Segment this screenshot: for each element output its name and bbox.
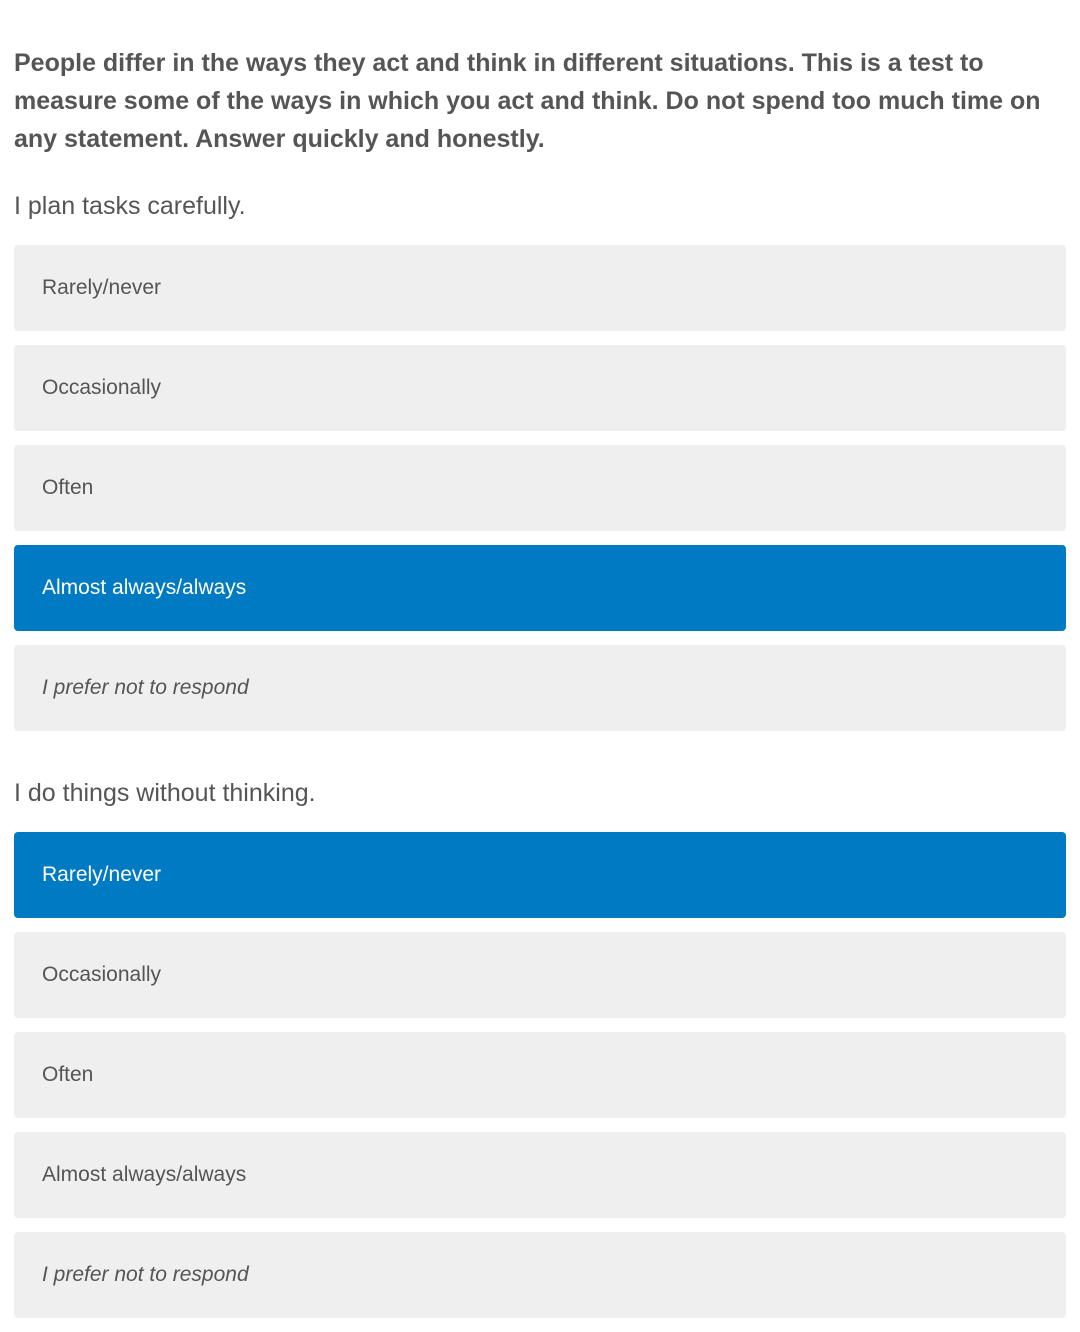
question-2-options (14, 832, 1066, 1318)
question-1-text: I plan tasks carefully. (14, 192, 246, 220)
q1-option-occasionally[interactable]: Occasionally (14, 345, 1066, 431)
instructions-text: People differ in the ways they act and think in different situations. This is a test to measure some of the ways in which you act and think. Do not spend too much time on any statement. Answer quickly and honestly. (14, 49, 1041, 153)
survey-page (14, 0, 1066, 1332)
question-1-options (14, 245, 1066, 731)
q1-option-almost-always[interactable]: Almost always/always (14, 545, 1066, 631)
q2-option-often[interactable]: Often (14, 1032, 1066, 1118)
question-2-text: I do things without thinking. (14, 779, 316, 807)
q2-option-prefer-not-to-respond[interactable]: I prefer not to respond (14, 1232, 1066, 1318)
q1-option-prefer-not-to-respond[interactable]: I prefer not to respond (14, 645, 1066, 731)
q2-option-rarely-never[interactable]: Rarely/never (14, 832, 1066, 918)
q1-option-rarely-never[interactable]: Rarely/never (14, 245, 1066, 331)
q2-option-occasionally[interactable]: Occasionally (14, 932, 1066, 1018)
q2-option-almost-always[interactable]: Almost always/always (14, 1132, 1066, 1218)
q1-option-often[interactable]: Often (14, 445, 1066, 531)
